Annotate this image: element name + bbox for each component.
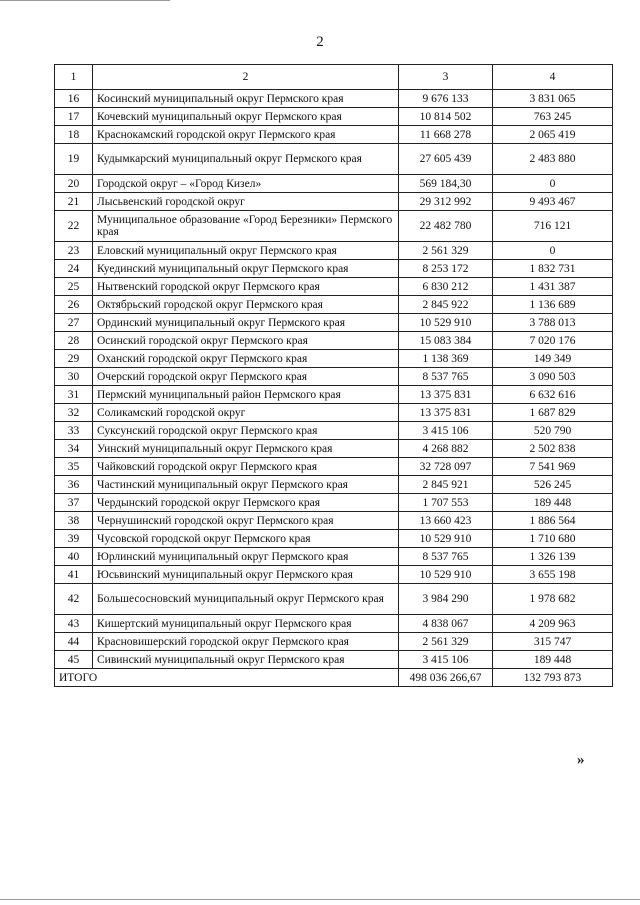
amount-col-3: 11 668 278 (399, 126, 493, 144)
row-number: 42 (55, 584, 93, 615)
table-row (55, 530, 613, 548)
amount-col-4: 1 978 682 (493, 584, 613, 615)
total-col-4: 132 793 873 (493, 669, 613, 687)
table-header-row (55, 65, 613, 90)
row-number: 16 (55, 90, 93, 108)
amount-col-4: 1 886 564 (493, 512, 613, 530)
table-row (55, 175, 613, 193)
amount-col-4: 3 831 065 (493, 90, 613, 108)
table-row (55, 651, 613, 669)
amount-col-3: 2 845 921 (399, 476, 493, 494)
row-number: 40 (55, 548, 93, 566)
amount-col-4: 520 790 (493, 422, 613, 440)
amount-col-3: 2 561 329 (399, 242, 493, 260)
row-number: 37 (55, 494, 93, 512)
amount-col-3: 2 845 922 (399, 296, 493, 314)
municipality-name: Большесосновский муниципальный округ Пермского края (93, 584, 399, 615)
table-row (55, 193, 613, 211)
amount-col-3: 3 415 106 (399, 651, 493, 669)
row-number: 23 (55, 242, 93, 260)
amount-col-3: 13 375 831 (399, 386, 493, 404)
municipality-name: Юсьвинский муниципальный округ Пермского края (93, 566, 399, 584)
table-row (55, 368, 613, 386)
amount-col-4: 1 832 731 (493, 260, 613, 278)
amount-col-4: 3 788 013 (493, 314, 613, 332)
amount-col-4: 0 (493, 175, 613, 193)
header-col-2: 2 (93, 65, 399, 90)
table-row (55, 211, 613, 242)
budget-allocation-table (54, 64, 613, 687)
municipality-name: Кишертский муниципальный округ Пермского края (93, 615, 399, 633)
table-row (55, 548, 613, 566)
amount-col-3: 32 728 097 (399, 458, 493, 476)
amount-col-3: 8 253 172 (399, 260, 493, 278)
municipality-name: Нытвенский городской округ Пермского края (93, 278, 399, 296)
amount-col-3: 27 605 439 (399, 144, 493, 175)
amount-col-4: 3 655 198 (493, 566, 613, 584)
amount-col-4: 716 121 (493, 211, 613, 242)
amount-col-4: 315 747 (493, 633, 613, 651)
amount-col-4: 7 020 176 (493, 332, 613, 350)
row-number: 32 (55, 404, 93, 422)
table-row (55, 126, 613, 144)
amount-col-3: 8 537 765 (399, 368, 493, 386)
amount-col-3: 1 707 553 (399, 494, 493, 512)
row-number: 22 (55, 211, 93, 242)
table-row (55, 314, 613, 332)
amount-col-4: 1 687 829 (493, 404, 613, 422)
municipality-name: Октябрьский городской округ Пермского края (93, 296, 399, 314)
row-number: 44 (55, 633, 93, 651)
amount-col-4: 4 209 963 (493, 615, 613, 633)
amount-col-3: 4 268 882 (399, 440, 493, 458)
table-row (55, 476, 613, 494)
total-label: ИТОГО (55, 669, 399, 687)
amount-col-4: 0 (493, 242, 613, 260)
amount-col-3: 3 984 290 (399, 584, 493, 615)
table-row (55, 242, 613, 260)
amount-col-4: 2 502 838 (493, 440, 613, 458)
municipality-name: Сивинский муниципальный округ Пермского края (93, 651, 399, 669)
amount-col-3: 4 838 067 (399, 615, 493, 633)
amount-col-4: 1 431 387 (493, 278, 613, 296)
municipality-name: Ординский муниципальный округ Пермского края (93, 314, 399, 332)
row-number: 21 (55, 193, 93, 211)
row-number: 33 (55, 422, 93, 440)
municipality-name: Чайковский городской округ Пермского края (93, 458, 399, 476)
municipality-name: Муниципальное образование «Город Березники» Пермского края (93, 211, 399, 242)
row-number: 36 (55, 476, 93, 494)
row-number: 41 (55, 566, 93, 584)
table-row (55, 260, 613, 278)
municipality-name: Городской округ – «Город Кизел» (93, 175, 399, 193)
table-row (55, 512, 613, 530)
amount-col-4: 189 448 (493, 651, 613, 669)
municipality-name: Очерский городской округ Пермского края (93, 368, 399, 386)
amount-col-3: 10 529 910 (399, 314, 493, 332)
amount-col-4: 9 493 467 (493, 193, 613, 211)
municipality-name: Краснокамский городской округ Пермского края (93, 126, 399, 144)
table-row (55, 404, 613, 422)
municipality-name: Куединский муниципальный округ Пермского края (93, 260, 399, 278)
scan-artifact-top (0, 0, 170, 1)
row-number: 25 (55, 278, 93, 296)
municipality-name: Частинский муниципальный округ Пермского края (93, 476, 399, 494)
municipality-name: Юрлинский муниципальный округ Пермского края (93, 548, 399, 566)
municipality-name: Пермский муниципальный район Пермского края (93, 386, 399, 404)
municipality-name: Косинский муниципальный округ Пермского края (93, 90, 399, 108)
header-col-3: 3 (399, 65, 493, 90)
scan-artifact-bottom (0, 899, 640, 900)
municipality-name: Лысьвенский городской округ (93, 193, 399, 211)
amount-col-3: 22 482 780 (399, 211, 493, 242)
table-row (55, 566, 613, 584)
amount-col-3: 3 415 106 (399, 422, 493, 440)
municipality-name: Кочевский муниципальный округ Пермского края (93, 108, 399, 126)
table-row (55, 144, 613, 175)
amount-col-4: 526 245 (493, 476, 613, 494)
municipality-name: Оханский городской округ Пермского края (93, 350, 399, 368)
row-number: 18 (55, 126, 93, 144)
amount-col-3: 9 676 133 (399, 90, 493, 108)
table-row (55, 108, 613, 126)
amount-col-4: 2 483 880 (493, 144, 613, 175)
row-number: 29 (55, 350, 93, 368)
municipality-name: Соликамский городской округ (93, 404, 399, 422)
amount-col-4: 763 245 (493, 108, 613, 126)
table-row (55, 350, 613, 368)
amount-col-4: 7 541 969 (493, 458, 613, 476)
header-col-4: 4 (493, 65, 613, 90)
row-number: 17 (55, 108, 93, 126)
table-row (55, 332, 613, 350)
row-number: 31 (55, 386, 93, 404)
row-number: 38 (55, 512, 93, 530)
page-number: 2 (316, 34, 324, 50)
table-row (55, 440, 613, 458)
table-row (55, 633, 613, 651)
table-row (55, 422, 613, 440)
amount-col-3: 10 529 910 (399, 566, 493, 584)
amount-col-4: 3 090 503 (493, 368, 613, 386)
amount-col-4: 1 326 139 (493, 548, 613, 566)
row-number: 43 (55, 615, 93, 633)
municipality-name: Чернушинский городской округ Пермского края (93, 512, 399, 530)
amount-col-4: 1 136 689 (493, 296, 613, 314)
municipality-name: Суксунский городской округ Пермского края (93, 422, 399, 440)
municipality-name: Уинский муниципальный округ Пермского края (93, 440, 399, 458)
amount-col-3: 13 660 423 (399, 512, 493, 530)
amount-col-4: 149 349 (493, 350, 613, 368)
amount-col-4: 189 448 (493, 494, 613, 512)
amount-col-3: 2 561 329 (399, 633, 493, 651)
row-number: 39 (55, 530, 93, 548)
closing-quote: » (577, 752, 585, 768)
amount-col-3: 29 312 992 (399, 193, 493, 211)
row-number: 30 (55, 368, 93, 386)
row-number: 35 (55, 458, 93, 476)
table-row (55, 278, 613, 296)
table-row (55, 90, 613, 108)
municipality-name: Чердынский городской округ Пермского края (93, 494, 399, 512)
row-number: 28 (55, 332, 93, 350)
table-row (55, 494, 613, 512)
municipality-name: Чусовской городской округ Пермского края (93, 530, 399, 548)
municipality-name: Кудымкарский муниципальный округ Пермского края (93, 144, 399, 175)
table-row (55, 615, 613, 633)
row-number: 19 (55, 144, 93, 175)
amount-col-3: 15 083 384 (399, 332, 493, 350)
amount-col-3: 8 537 765 (399, 548, 493, 566)
municipality-name: Красновишерский городской округ Пермского края (93, 633, 399, 651)
amount-col-3: 569 184,30 (399, 175, 493, 193)
table-row (55, 296, 613, 314)
municipality-name: Еловский муниципальный округ Пермского края (93, 242, 399, 260)
municipality-name: Осинский городской округ Пермского края (93, 332, 399, 350)
amount-col-4: 1 710 680 (493, 530, 613, 548)
row-number: 45 (55, 651, 93, 669)
total-col-3: 498 036 266,67 (399, 669, 493, 687)
amount-col-3: 1 138 369 (399, 350, 493, 368)
amount-col-4: 2 065 419 (493, 126, 613, 144)
table-row (55, 386, 613, 404)
header-col-1: 1 (55, 65, 93, 90)
total-row (55, 669, 613, 687)
amount-col-3: 10 529 910 (399, 530, 493, 548)
table-row (55, 584, 613, 615)
row-number: 27 (55, 314, 93, 332)
amount-col-4: 6 632 616 (493, 386, 613, 404)
amount-col-3: 6 830 212 (399, 278, 493, 296)
row-number: 26 (55, 296, 93, 314)
row-number: 34 (55, 440, 93, 458)
amount-col-3: 10 814 502 (399, 108, 493, 126)
row-number: 24 (55, 260, 93, 278)
row-number: 20 (55, 175, 93, 193)
table-row (55, 458, 613, 476)
amount-col-3: 13 375 831 (399, 404, 493, 422)
